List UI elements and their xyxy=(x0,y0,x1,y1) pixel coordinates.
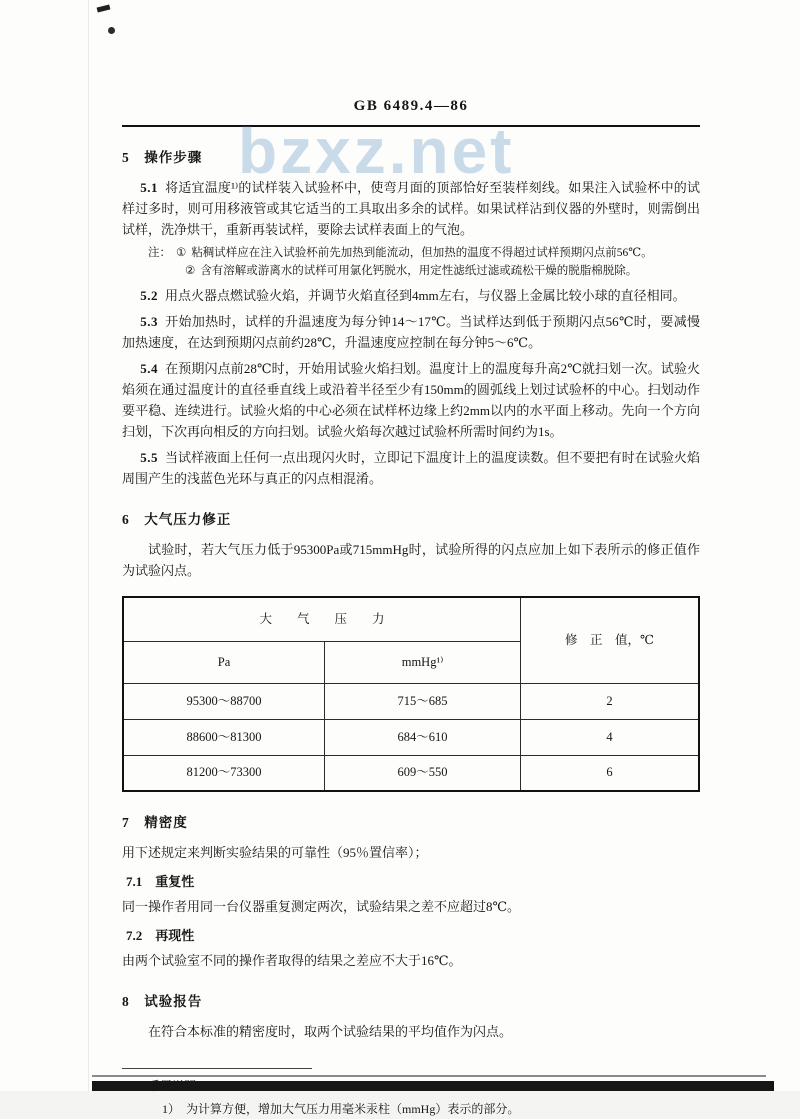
correction-header: 修 正 值，℃ xyxy=(520,597,699,683)
cell-pa: 81200～73300 xyxy=(123,755,325,791)
scan-bottom-bar xyxy=(92,1081,774,1091)
cell-pa: 88600～81300 xyxy=(123,719,325,755)
pressure-correction-table xyxy=(122,596,700,792)
header-rule xyxy=(122,125,700,127)
note-1-text: 粘稠试样应在注入试验杯前先加热到能流动，但加热的温度不得超过试样预期闪点前56℃。 xyxy=(191,247,653,259)
cell-mmhg: 715～685 xyxy=(325,683,521,719)
section-7-heading: 7 精密度 xyxy=(122,815,188,830)
para-5-5 xyxy=(122,447,700,489)
table-row xyxy=(123,683,699,719)
para-7-1: 同一操作者用同一台仪器重复测定两次，试验结果之差不应超过8℃。 xyxy=(122,899,521,914)
table-row xyxy=(123,755,699,791)
pressure-group-header: 大 气 压 力 xyxy=(123,597,520,641)
para-5-5-number: 5.5 xyxy=(140,450,158,465)
section-6-heading: 6 大气压力修正 xyxy=(122,512,232,527)
para-5-2-text: 用点火器点燃试验火焰，并调节火焰直径到4mm左右，与仪器上金属比较小球的直径相同。 xyxy=(164,288,686,303)
para-7-2: 由两个试验室不同的操作者取得的结果之差应不大于16℃。 xyxy=(122,953,462,968)
para-5-3 xyxy=(122,311,700,353)
para-5-2-number: 5.2 xyxy=(140,288,158,303)
section-5-heading: 5 操作步骤 xyxy=(122,150,203,165)
para-7-intro: 用下述规定来判断实验结果的可靠性（95％置信率）； xyxy=(122,845,428,860)
scan-artifact-speck xyxy=(108,27,115,34)
cell-correction: 2 xyxy=(520,683,699,719)
notes-block xyxy=(148,244,700,280)
para-5-3-number: 5.3 xyxy=(140,314,158,329)
table-header-row-1 xyxy=(123,597,699,641)
col-header-mmhg: mmHg¹⁾ xyxy=(325,641,521,683)
scan-bottom-line xyxy=(92,1075,766,1077)
para-5-4-number: 5.4 xyxy=(140,361,158,376)
para-5-4 xyxy=(122,358,700,442)
para-5-3-text: 开始加热时，试样的升温速度为每分钟14～17℃。当试样达到低于预期闪点56℃时，要减慢加热速度，在达到预期闪点前约28℃，升温速度应控制在每分钟5～6℃。 xyxy=(122,314,700,350)
cell-pa: 95300～88700 xyxy=(123,683,325,719)
para-5-1-text: 将适宜温度¹⁾的试样装入试验杯中，使弯月面的顶部恰好至装样刻线。如果注入试验杯中的试样过多时，则可用移液管或其它适当的工具取出多余的试样。如果试样沾到仪器的外壁时，则需倒出试样，洗净烘干，重新再装试样，要除去试样表面上的气泡。 xyxy=(122,180,700,237)
note-label: 注： xyxy=(148,247,171,259)
note-2-number: ② xyxy=(185,265,196,277)
cell-correction: 4 xyxy=(520,719,699,755)
standard-number: GB 6489.4—86 xyxy=(353,98,469,114)
note-1 xyxy=(148,244,700,262)
para-5-1 xyxy=(122,177,700,240)
cell-mmhg: 684～610 xyxy=(325,719,521,755)
section-7-2-heading: 7.2 再现性 xyxy=(126,928,195,943)
para-5-4-text: 在预期闪点前28℃时，开始用试验火焰扫划。温度计上的温度每升高2℃就扫划一次。试验火焰须在通过温度计的直径垂直线上或沿着半径至少有150mm的圆弧线上划过试验杯的中心。扫划动作要平稳、连续进行。试验火焰的中心必须在试样杯边缘上约2mm以内的水平面上移动。先向一个方向扫划，下次再向相反的方向扫划。试验火焰每次越过试验杯所需时间约为1s。 xyxy=(122,361,700,439)
note-1-number: ① xyxy=(176,247,187,259)
watermark: bzxz.net xyxy=(238,115,515,187)
para-5-5-text: 当试样液面上任何一点出现闪火时，立即记下温度计上的温度读数。但不要把有时在试验火焰周围产生的浅蓝色光环与真正的闪点相混淆。 xyxy=(122,450,700,486)
footnote-item-1: 1） 为计算方便，增加大气压力用毫米汞柱（mmHg）表示的部分。 xyxy=(162,1102,520,1116)
para-5-2 xyxy=(122,285,700,306)
cell-correction: 6 xyxy=(520,755,699,791)
note-2 xyxy=(180,262,700,280)
section-7-1-heading: 7.1 重复性 xyxy=(126,874,195,889)
note-2-text: 含有溶解或游离水的试样可用氯化钙脱水，用定性滤纸过滤或疏松干燥的脱脂棉脱除。 xyxy=(200,265,638,277)
para-6-intro: 试验时，若大气压力低于95300Pa或715mmHg时，试验所得的闪点应加上如下表所示的修正值作为试验闪点。 xyxy=(122,542,700,578)
cell-mmhg: 609～550 xyxy=(325,755,521,791)
section-8-heading: 8 试验报告 xyxy=(122,994,203,1009)
footnote-rule xyxy=(122,1068,312,1069)
para-8: 在符合本标准的精密度时，取两个试验结果的平均值作为闪点。 xyxy=(148,1024,513,1039)
col-header-pa: Pa xyxy=(123,641,325,683)
table-row xyxy=(123,719,699,755)
para-5-1-number: 5.1 xyxy=(140,180,158,195)
